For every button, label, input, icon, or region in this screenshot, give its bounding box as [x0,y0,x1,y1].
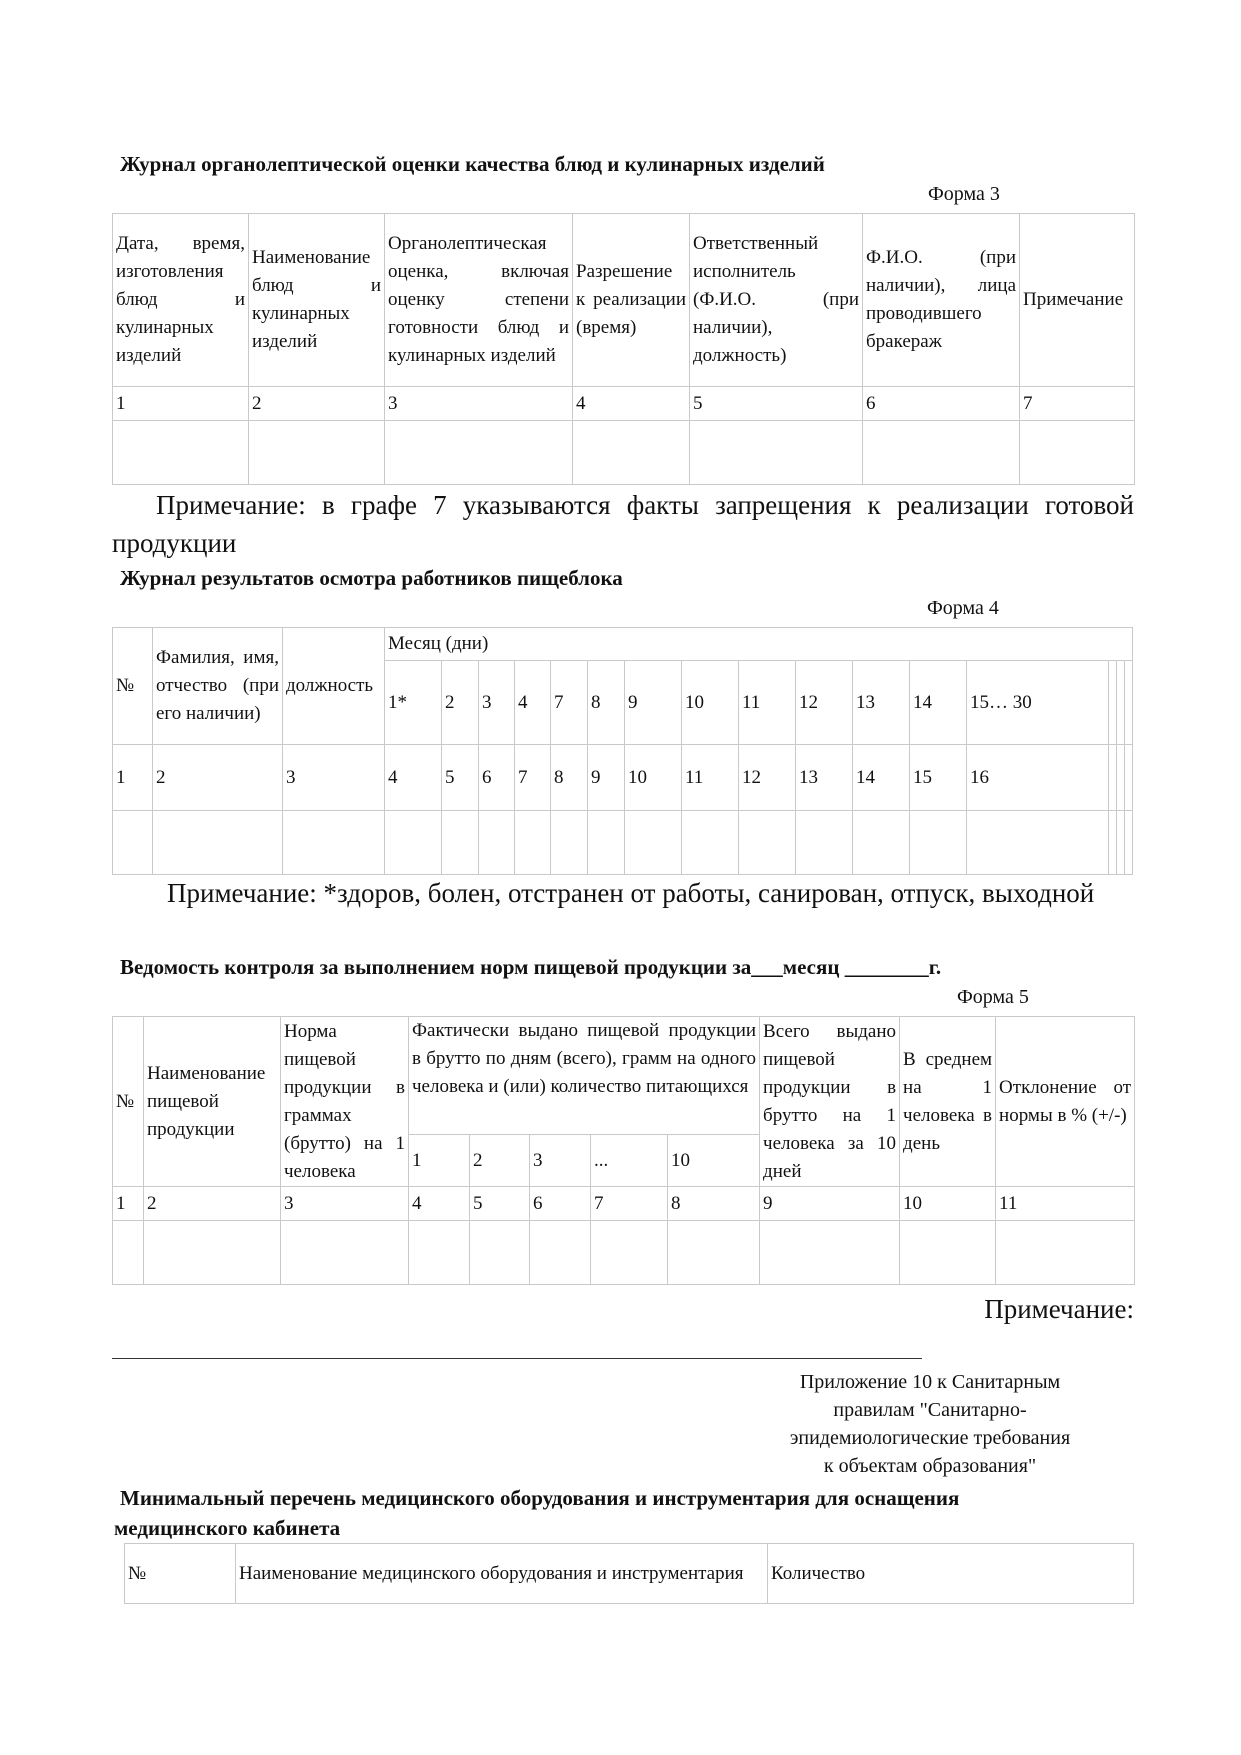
form4-empty-cell[interactable] [625,811,682,875]
form3-header-inspector: Ф.И.О. (при наличии), лица проводившего бракераж [863,214,1020,387]
form4-empty-cell[interactable] [682,811,739,875]
form5-header-deviation: Отклонение от нормы в % (+/-) [996,1017,1135,1187]
form5-empty-cell[interactable] [760,1221,900,1285]
form4-day: 1* [385,661,442,745]
form4-extra-cell [1117,745,1125,811]
form4-empty-cell[interactable] [385,811,442,875]
equipment-title [114,1483,960,1543]
form4-extra-cell [1117,661,1125,745]
form4-num: 7 [515,745,551,811]
form3-header-evaluation: Органолептическая оценка, включая оценку степени готовности блюд и кулинарных изделий [385,214,573,387]
form3-num: 7 [1020,387,1135,421]
form5-num: 3 [281,1187,409,1221]
form4-day: 8 [588,661,625,745]
form4-header-fio: Фамилия, имя, отчество (при его наличии) [153,628,283,745]
form5-num: 2 [144,1187,281,1221]
form4-label: Форма 4 [927,597,999,619]
form5-label: Форма 5 [957,986,1029,1008]
form5-number-row [113,1187,1135,1221]
form4-day: 7 [551,661,588,745]
form4-num: 16 [967,745,1109,811]
form4-num: 6 [479,745,515,811]
equipment-table [124,1543,1134,1604]
form4-day: 14 [910,661,967,745]
form4-empty-cell[interactable] [588,811,625,875]
form3-num: 6 [863,387,1020,421]
form4-title: Журнал результатов осмотра работников пищеблока [120,566,623,590]
form4-num: 5 [442,745,479,811]
form4-day: 2 [442,661,479,745]
form4-num: 10 [625,745,682,811]
form5-num: 8 [668,1187,760,1221]
form5-header-no: № [113,1017,144,1187]
form4-day: 4 [515,661,551,745]
form4-num: 12 [739,745,796,811]
appendix-line: эпидемиологические требования [789,1427,1071,1449]
form5-header-norm: Норма пищевой продукции в граммах (брутто) на 1 человека [281,1017,409,1187]
form4-num: 15 [910,745,967,811]
form3-num: 5 [690,387,863,421]
form5-header-name: Наименование пищевой продукции [144,1017,281,1187]
form5-num: 7 [591,1187,668,1221]
form4-empty-cell[interactable] [910,811,967,875]
form5-num: 6 [530,1187,591,1221]
form3-empty-row [113,421,1135,485]
equipment-title-line: Минимальный перечень медицинского оборудования и инструментария для оснащения [120,1486,960,1510]
equipment-title-line: медицинского кабинета [114,1516,341,1540]
form4-empty-cell[interactable] [153,811,283,875]
form5-title: Ведомость контроля за выполнением норм пищевой продукции за___месяц ________г. [120,955,942,979]
form3-table [112,213,1135,485]
form5-empty-cell[interactable] [591,1221,668,1285]
form4-num: 14 [853,745,910,811]
form5-header-actual: Фактически выдано пищевой продукции в брутто по дням (всего), грамм на одного человека и (или) количество питающихся [409,1017,760,1135]
form4-header-no: № [113,628,153,745]
form4-extra-cell [1109,661,1117,745]
form4-day: 9 [625,661,682,745]
form5-header-row [113,1017,1135,1135]
form3-header-name: Наименование блюд и кулинарных изделий [249,214,385,387]
form4-num: 1 [113,745,153,811]
form4-header-month: Месяц (дни) [385,628,1133,661]
form3-note-text: Примечание: в графе 7 указываются факты запрещения к реализации готовой продукции [112,490,1134,558]
form5-header-total: Всего выдано пищевой продукции в брутто на 1 человека за 10 дней [760,1017,900,1187]
form3-empty-cell[interactable] [573,421,690,485]
form4-empty-row [113,811,1133,875]
form5-empty-cell[interactable] [113,1221,144,1285]
form3-empty-cell[interactable] [690,421,863,485]
form5-day: 1 [409,1135,470,1187]
form4-header-row [113,628,1133,661]
form3-header-permission: Разрешение к реализации (время) [573,214,690,387]
form5-table [112,1016,1135,1285]
form4-num: 11 [682,745,739,811]
form4-header-position: должность [283,628,385,745]
form4-empty-cell[interactable] [113,811,153,875]
form4-num: 8 [551,745,588,811]
form3-note [112,486,1134,562]
form4-empty-cell[interactable] [853,811,910,875]
signature-line [112,1358,922,1359]
form5-num: 1 [113,1187,144,1221]
form3-header-row [113,214,1135,387]
form4-empty-cell[interactable] [551,811,588,875]
form4-extra-cell [1109,811,1117,875]
form4-extra-cell [1125,811,1133,875]
form5-empty-cell[interactable] [996,1221,1135,1285]
form4-num: 4 [385,745,442,811]
form3-empty-cell[interactable] [113,421,249,485]
form5-num: 9 [760,1187,900,1221]
form4-empty-cell[interactable] [515,811,551,875]
form5-day: 3 [530,1135,591,1187]
form5-empty-row [113,1221,1135,1285]
form4-extra-cell [1117,811,1125,875]
form4-num: 9 [588,745,625,811]
form5-empty-cell[interactable] [900,1221,996,1285]
form5-empty-cell[interactable] [144,1221,281,1285]
appendix-line: Приложение 10 к Санитарным [799,1371,1061,1393]
form4-number-row [113,745,1133,811]
form5-num: 4 [409,1187,470,1221]
form4-table [112,627,1133,875]
form5-num: 10 [900,1187,996,1221]
equipment-header-name: Наименование медицинского оборудования и инструментария [236,1544,768,1604]
form4-num: 3 [283,745,385,811]
form4-empty-cell[interactable] [442,811,479,875]
form3-label: Форма 3 [928,183,1000,205]
form4-note-text: Примечание: *здоров, болен, отстранен от работы, санирован, отпуск, выходной [167,878,1095,908]
form5-day: ... [591,1135,668,1187]
form5-empty-cell[interactable] [409,1221,470,1285]
appendix-line: правилам "Санитарно- [833,1399,1027,1421]
form4-day: 10 [682,661,739,745]
form4-extra-cell [1125,745,1133,811]
form4-day: 12 [796,661,853,745]
form4-day: 13 [853,661,910,745]
form4-empty-cell[interactable] [796,811,853,875]
form5-empty-cell[interactable] [668,1221,760,1285]
form3-empty-cell[interactable] [1020,421,1135,485]
form5-note: Примечание: [984,1294,1134,1324]
form3-title: Журнал органолептической оценки качества блюд и кулинарных изделий [120,152,825,176]
form3-header-date: Дата, время, изготовления блюд и кулинарных изделий [113,214,249,387]
form3-empty-cell[interactable] [863,421,1020,485]
form4-day: 15… 30 [967,661,1109,745]
form4-empty-cell[interactable] [283,811,385,875]
form4-note [112,874,1134,912]
form4-empty-cell[interactable] [739,811,796,875]
equipment-header-qty: Количество [768,1544,1134,1604]
form3-num: 1 [113,387,249,421]
form4-day: 11 [739,661,796,745]
form5-header-average: В среднем на 1 человека в день [900,1017,996,1187]
form4-empty-cell[interactable] [479,811,515,875]
form5-day: 2 [470,1135,530,1187]
form3-header-responsible: Ответственный исполнитель (Ф.И.О. (при наличии), должность) [690,214,863,387]
form5-num: 11 [996,1187,1135,1221]
equipment-header-no: № [125,1544,236,1604]
form3-number-row [113,387,1135,421]
form3-empty-cell[interactable] [385,421,573,485]
form5-empty-cell[interactable] [470,1221,530,1285]
form4-day: 3 [479,661,515,745]
form3-num: 3 [385,387,573,421]
form4-num: 2 [153,745,283,811]
form3-num: 4 [573,387,690,421]
form4-extra-cell [1109,745,1117,811]
form5-empty-cell[interactable] [530,1221,591,1285]
form3-num: 2 [249,387,385,421]
appendix-reference [770,1368,1090,1480]
appendix-line: к объектам образования" [823,1455,1037,1477]
equipment-header-row [125,1544,1134,1604]
form3-empty-cell[interactable] [249,421,385,485]
form5-num: 5 [470,1187,530,1221]
form3-header-note: Примечание [1020,214,1135,387]
form4-empty-cell[interactable] [967,811,1109,875]
form4-extra-cell [1125,661,1133,745]
form5-empty-cell[interactable] [281,1221,409,1285]
form4-num: 13 [796,745,853,811]
form5-day: 10 [668,1135,760,1187]
